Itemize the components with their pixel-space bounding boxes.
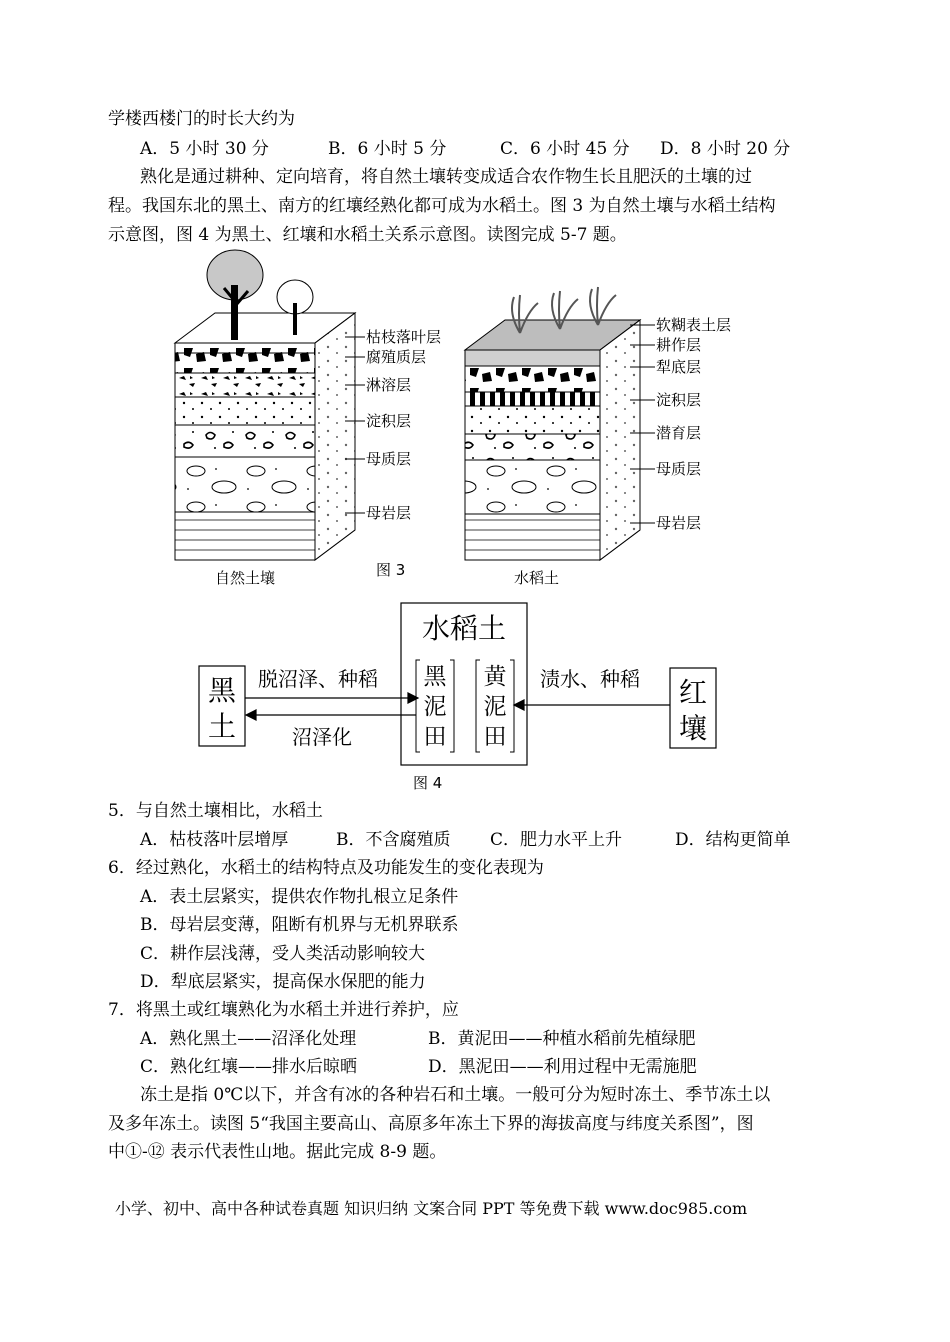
- figure-4-caption: 图 4: [413, 774, 443, 792]
- figure-3-caption: 图 3: [376, 561, 406, 579]
- paddy-soil-label: 水稻土: [514, 569, 560, 585]
- q4-stem-tail: 学楼西楼门的时长大约为: [108, 109, 295, 129]
- paddy-layer-7: 母岩层: [656, 514, 702, 532]
- intro1-line-2: 程。我国东北的黑土、南方的红壤经熟化都可成为水稻土。图 3 为自然土壤与水稻土结构: [108, 196, 776, 216]
- inner-right-char-2: 泥: [483, 694, 507, 720]
- q4-option-c: C．6 小时 45 分: [500, 139, 630, 159]
- natural-layer-3: 淋溶层: [366, 376, 412, 394]
- figure-3-soil-profiles: [0, 245, 950, 585]
- figure-4-soil-relation: [0, 598, 950, 798]
- natural-layer-6: 母岩层: [366, 504, 412, 522]
- q4-option-a: A．5 小时 30 分: [140, 139, 269, 159]
- q6-option-c: C．耕作层浅薄，受人类活动影响较大: [140, 944, 426, 964]
- natural-soil-block: [175, 250, 355, 560]
- inner-right-char-3: 田: [483, 724, 507, 750]
- arrow-right-label: 渍水、种稻: [540, 667, 640, 691]
- left-box-char-2: 土: [207, 710, 237, 743]
- arrow-bottom-left-label: 沼泽化: [292, 725, 352, 749]
- paddy-soil-block: [465, 287, 640, 560]
- natural-layer-1: 枯枝落叶层: [366, 328, 442, 346]
- right-box-char-2: 壤: [678, 712, 708, 745]
- paddy-layer-5: 潜育层: [656, 424, 702, 442]
- inner-left-char-2: 泥: [423, 694, 447, 720]
- natural-layer-4: 淀积层: [366, 412, 412, 430]
- fig4-title: 水稻土: [421, 612, 507, 645]
- inner-left-char-3: 田: [423, 724, 447, 750]
- q6-stem: 6．经过熟化，水稻土的结构特点及功能发生的变化表现为: [108, 858, 544, 878]
- arrow-top-left-label: 脱沼泽、种稻: [258, 667, 378, 691]
- q6-option-b: B．母岩层变薄，阻断有机界与无机界联系: [140, 915, 459, 935]
- natural-soil-label: 自然土壤: [215, 569, 276, 585]
- inner-right-char-1: 黄: [483, 664, 507, 690]
- natural-layer-5: 母质层: [366, 450, 412, 468]
- right-box-char-1: 红: [678, 676, 708, 709]
- q5-option-b: B．不含腐殖质: [336, 830, 451, 850]
- intro2-line-2: 及多年冻土。读图 5“我国主要高山、高原多年冻土下界的海拔高度与纬度关系图”，图: [108, 1114, 754, 1134]
- q5-option-c: C．肥力水平上升: [490, 830, 623, 850]
- q5-option-d: D．结构更简单: [675, 830, 791, 850]
- intro2-line-1: 冻土是指 0℃以下，并含有冰的各种岩石和土壤。一般可分为短时冻土、季节冻土以: [140, 1085, 771, 1105]
- intro1-line-1: 熟化是通过耕种、定向培育，将自然土壤转变成适合农作物生长且肥沃的土壤的过: [140, 167, 752, 187]
- paddy-layer-4: 淀积层: [656, 391, 702, 409]
- q5-option-a: A．枯枝落叶层增厚: [140, 830, 289, 850]
- intro1-line-3: 示意图，图 4 为黑土、红壤和水稻土关系示意图。读图完成 5-7 题。: [108, 225, 627, 245]
- q6-option-d: D．犁底层紧实，提高保水保肥的能力: [140, 972, 426, 992]
- page-footer: 小学、初中、高中各种试卷真题 知识归纳 文案合同 PPT 等免费下载 www.doc985.com: [115, 1199, 748, 1218]
- paddy-layer-1: 软糊表土层: [656, 316, 732, 334]
- paddy-layer-6: 母质层: [656, 460, 702, 478]
- q6-option-a: A．表土层紧实，提供农作物扎根立足条件: [140, 887, 459, 907]
- q4-option-d: D．8 小时 20 分: [660, 139, 791, 159]
- q7-option-c: C．熟化红壤——排水后晾晒: [140, 1057, 358, 1077]
- q5-stem: 5．与自然土壤相比，水稻土: [108, 801, 323, 821]
- q7-option-a: A．熟化黑土——沼泽化处理: [140, 1029, 357, 1049]
- left-box-char-1: 黑: [207, 674, 237, 707]
- natural-layer-2: 腐殖质层: [366, 348, 427, 366]
- q7-option-d: D．黑泥田——利用过程中无需施肥: [428, 1057, 697, 1077]
- inner-left-char-1: 黑: [423, 664, 447, 690]
- paddy-layer-3: 犁底层: [656, 358, 702, 376]
- paddy-layer-2: 耕作层: [656, 336, 702, 354]
- q4-option-b: B．6 小时 5 分: [328, 139, 447, 159]
- intro2-line-3: 中①-⑫ 表示代表性山地。据此完成 8-9 题。: [108, 1142, 447, 1162]
- q7-stem: 7．将黑土或红壤熟化为水稻土并进行养护，应: [108, 1000, 459, 1020]
- q7-option-b: B．黄泥田——种植水稻前先植绿肥: [428, 1029, 696, 1049]
